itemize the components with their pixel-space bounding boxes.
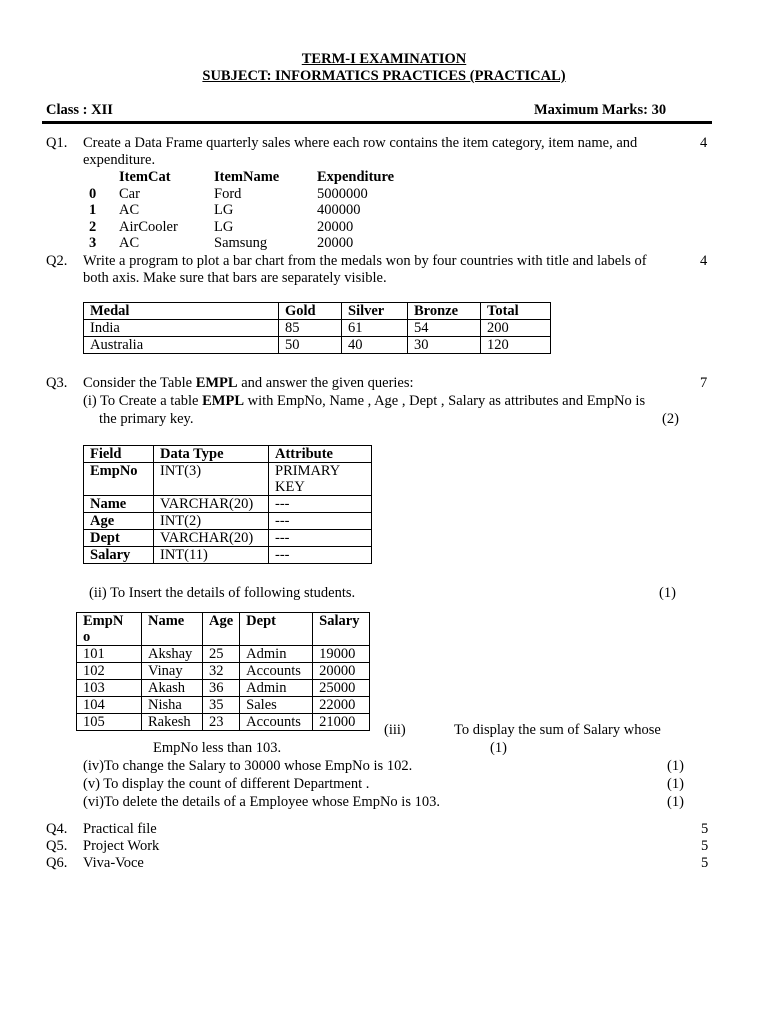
q2-text-line2: both axis. Make sure that bars are separately visible. (83, 270, 387, 286)
cell: 5000000 (317, 185, 368, 202)
col-header: Data Type (154, 446, 269, 463)
cell: 85 (279, 320, 342, 337)
table-row (77, 714, 370, 731)
cell: 30 (408, 337, 481, 354)
cell: INT(2) (154, 513, 269, 530)
q3-part3-text: To display the sum of Salary whose (454, 722, 661, 738)
table-row (89, 186, 394, 203)
q4-text: Practical file (83, 821, 157, 837)
q3-part1-line2: the primary key. (99, 411, 194, 427)
q1-text-line1: Create a Data Frame quarterly sales where each row contains the item category, item name, and (83, 135, 638, 151)
table-header-row (84, 303, 551, 320)
table-row (84, 530, 372, 547)
col-header: Name (142, 613, 203, 646)
header-rule (42, 121, 712, 124)
q3-part1-marks: (2) (662, 411, 679, 427)
cell: LG (214, 218, 234, 235)
cell: Car (119, 185, 140, 202)
cell: --- (269, 513, 372, 530)
q3-part6: (vi)To delete the details of a Employee whose EmpNo is 103. (83, 794, 440, 810)
col-header: Bronze (408, 303, 481, 320)
row-index: 2 (89, 218, 97, 235)
q3-part1: (i) To Create a table EMPL with EmpNo, Name , Age , Dept , Salary as attributes and EmpNo is (83, 393, 646, 409)
table-row (89, 235, 394, 252)
cell: 50 (279, 337, 342, 354)
cell: 25 (203, 646, 240, 663)
table-header-row (84, 446, 372, 463)
cell: INT(11) (154, 547, 269, 564)
q2-number: Q2. (46, 253, 68, 269)
cell: Akshay (142, 646, 203, 663)
cell: Age (84, 513, 154, 530)
cell: 25000 (313, 680, 370, 697)
cell: Admin (240, 680, 313, 697)
max-marks: Maximum Marks: 30 (534, 102, 667, 118)
q1-number: Q1. (46, 135, 68, 151)
q1-marks: 4 (700, 135, 708, 151)
cell: Name (84, 496, 154, 513)
table-row (84, 337, 551, 354)
q3-part6-marks: (1) (667, 794, 684, 810)
table-row (89, 202, 394, 219)
q3-part5-marks: (1) (667, 776, 684, 792)
q1-dataframe-table (89, 169, 394, 252)
cell: Rakesh (142, 714, 203, 731)
cell: Ford (214, 185, 242, 202)
cell: Sales (240, 697, 313, 714)
cell: 103 (77, 680, 142, 697)
q3-number: Q3. (46, 375, 68, 391)
q6-number: Q6. (46, 855, 68, 871)
q3-schema-table (83, 445, 372, 564)
q3-marks: 7 (700, 375, 708, 391)
subject-title: SUBJECT: INFORMATICS PRACTICES (PRACTICAL) (202, 68, 566, 84)
cell: 101 (77, 646, 142, 663)
cell: 102 (77, 663, 142, 680)
cell: 19000 (313, 646, 370, 663)
table-header-row (77, 613, 370, 646)
table-row (84, 547, 372, 564)
cell: PRIMARY KEY (269, 463, 372, 496)
table-row (89, 219, 394, 236)
q4-number: Q4. (46, 821, 68, 837)
table-row (84, 463, 372, 496)
cell: 400000 (317, 202, 361, 218)
table-row (77, 663, 370, 680)
cell: 104 (77, 697, 142, 714)
cell: 20000 (317, 235, 354, 251)
cell: 32 (203, 663, 240, 680)
exam-title: TERM-I EXAMINATION (301, 51, 467, 67)
q3-intro: Consider the Table EMPL and answer the given queries: (83, 375, 414, 391)
table-row (84, 320, 551, 337)
cell: --- (269, 547, 372, 564)
col-header: ItemCat (119, 169, 171, 185)
cell: Salary (84, 547, 154, 564)
cell: 22000 (313, 697, 370, 714)
cell: Akash (142, 680, 203, 697)
q5-marks: 5 (701, 838, 709, 854)
cell: Australia (84, 337, 279, 354)
cell: India (84, 320, 279, 337)
q3-part3-marks: (1) (490, 740, 507, 756)
q5-number: Q5. (46, 838, 68, 854)
q2-marks: 4 (700, 253, 708, 269)
class-label: Class : XII (46, 102, 113, 118)
table-header-row (89, 169, 394, 186)
cell: AirCooler (119, 218, 178, 235)
cell: 120 (481, 337, 551, 354)
col-header: EmpN o (77, 613, 142, 646)
cell: AC (119, 202, 140, 218)
cell: --- (269, 496, 372, 513)
q6-text: Viva-Voce (83, 855, 144, 871)
q5-text: Project Work (83, 838, 160, 854)
col-header: Salary (313, 613, 370, 646)
cell: 20000 (317, 218, 354, 235)
q3-part2-marks: (1) (659, 585, 676, 601)
col-header: Field (84, 446, 154, 463)
cell: 21000 (313, 714, 370, 731)
q1-text-line2: expenditure. (83, 152, 156, 168)
table-row (77, 697, 370, 714)
q3-part3-number: (iii) (384, 722, 406, 738)
cell: Nisha (142, 697, 203, 714)
col-header: ItemName (214, 169, 280, 185)
cell: Accounts (240, 714, 313, 731)
cell: INT(3) (154, 463, 269, 496)
col-header: Medal (84, 303, 279, 320)
cell: VARCHAR(20) (154, 496, 269, 513)
cell: Dept (84, 530, 154, 547)
cell: EmpNo (84, 463, 154, 496)
cell: 35 (203, 697, 240, 714)
q3-emp-table (76, 612, 370, 731)
q3-part3-line2: EmpNo less than 103. (153, 740, 282, 756)
table-row (77, 646, 370, 663)
cell: 54 (408, 320, 481, 337)
cell: 20000 (313, 663, 370, 680)
cell: AC (119, 235, 140, 251)
cell: Vinay (142, 663, 203, 680)
col-header: Total (481, 303, 551, 320)
cell: LG (214, 202, 234, 218)
row-index: 1 (89, 202, 97, 218)
col-header: Dept (240, 613, 313, 646)
table-row (84, 496, 372, 513)
cell: 61 (342, 320, 408, 337)
cell: VARCHAR(20) (154, 530, 269, 547)
q6-marks: 5 (701, 855, 709, 871)
row-index: 3 (89, 235, 97, 251)
cell: Admin (240, 646, 313, 663)
q4-marks: 5 (701, 821, 709, 837)
cell: --- (269, 530, 372, 547)
cell: 40 (342, 337, 408, 354)
row-index: 0 (89, 185, 97, 202)
table-row (84, 513, 372, 530)
cell: Samsung (214, 235, 268, 251)
q2-medals-table (83, 302, 551, 354)
cell: 200 (481, 320, 551, 337)
col-header: Silver (342, 303, 408, 320)
cell: 36 (203, 680, 240, 697)
q3-part4-marks: (1) (667, 758, 684, 774)
col-header: Attribute (269, 446, 372, 463)
q3-part4: (iv)To change the Salary to 30000 whose EmpNo is 102. (83, 758, 413, 774)
cell: 23 (203, 714, 240, 731)
cell: Accounts (240, 663, 313, 680)
col-header: Gold (279, 303, 342, 320)
class-value: XII (91, 102, 113, 118)
q2-text-line1: Write a program to plot a bar chart from the medals won by four countries with title and labels of (83, 253, 647, 269)
col-header: Expenditure (317, 169, 395, 185)
col-header: Age (203, 613, 240, 646)
q3-part5: (v) To display the count of different Department . (83, 776, 370, 792)
cell: 105 (77, 714, 142, 731)
q3-part2: (ii) To Insert the details of following students. (89, 585, 356, 601)
table-row (77, 680, 370, 697)
